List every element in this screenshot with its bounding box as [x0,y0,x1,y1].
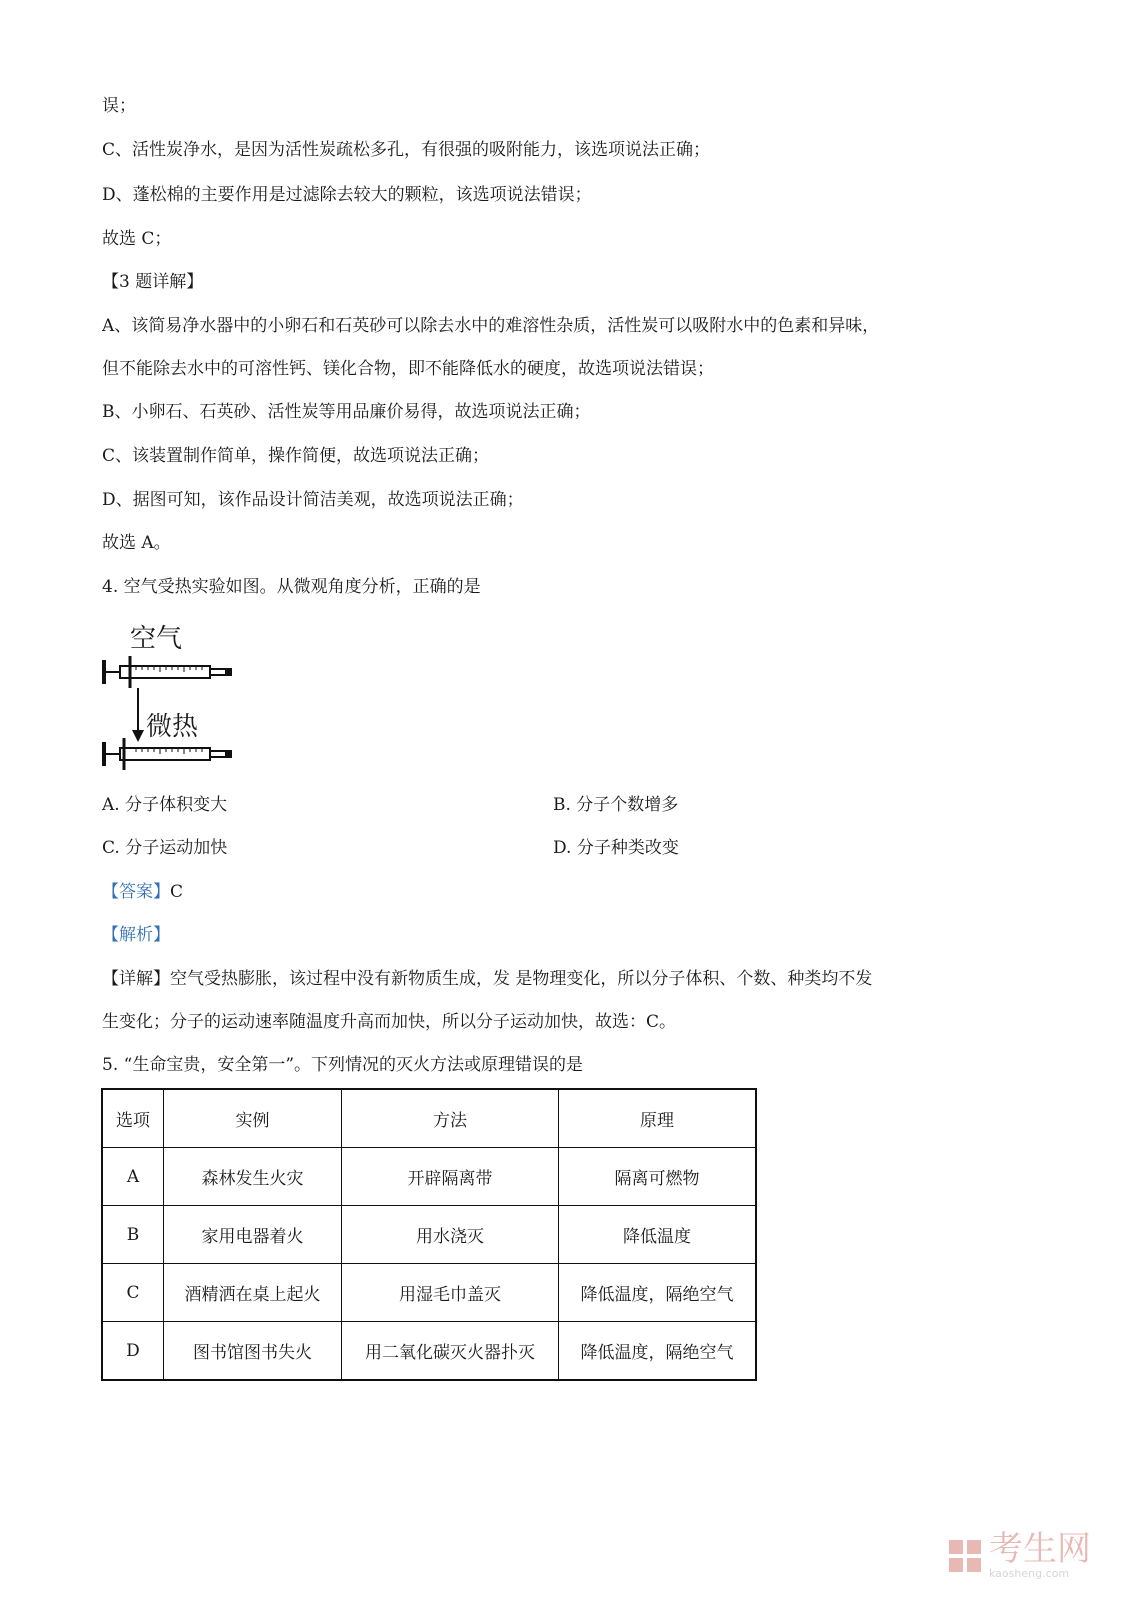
syringe-diagram [100,618,240,778]
table-cell: C [102,1264,164,1322]
table-cell: 隔离可燃物 [559,1148,757,1206]
fire-table [101,1088,757,1381]
question-4: 4. 空气受热实验如图。从微观角度分析，正确的是 [102,577,481,597]
table-row [102,1206,756,1264]
table-cell: 用二氧化碳灭火器扑灭 [342,1322,559,1381]
table-row [102,1322,756,1381]
watermark-text: 考生网 [989,1529,1091,1569]
option-b: B. 分子个数增多 [553,795,679,815]
table-cell: 森林发生火灾 [164,1148,342,1206]
option-d: D. 分子种类改变 [553,838,679,858]
answer-value: C [170,882,184,902]
answer-line [102,880,183,904]
watermark-logo-icon [947,1538,983,1574]
detail-tag: 【详解】 [102,969,170,989]
table-header-cell: 实例 [164,1089,342,1148]
table-header-cell: 原理 [559,1089,757,1148]
text-line: D、蓬松棉的主要作用是过滤除去较大的颗粒，该选项说法错误； [102,185,592,205]
table-header-cell: 选项 [102,1089,164,1148]
table-cell: 图书馆图书失火 [164,1322,342,1381]
table-cell: 降低温度，隔绝空气 [559,1264,757,1322]
detail-line-2: 生变化；分子的运动速率随温度升高而加快，所以分子运动加快，故选：C。 [102,1012,677,1032]
watermark [947,1531,1091,1580]
table-cell: 酒精洒在桌上起火 [164,1264,342,1322]
text-line: 故选 A。 [102,533,171,553]
text-line: 故选 C； [102,229,172,249]
detail-line-1 [102,967,872,991]
table-cell: 开辟隔离带 [342,1148,559,1206]
text-line: D、据图可知，该作品设计简洁美观，故选项说法正确； [102,490,524,510]
text-line: B、小卵石、石英砂、活性炭等用品廉价易得，故选项说法正确； [102,402,591,422]
analysis-tag: 【解析】 [102,925,170,945]
table-row [102,1264,756,1322]
figure-label-heat: 微热 [146,712,199,742]
table-cell: 降低温度 [559,1206,757,1264]
table-cell: 家用电器着火 [164,1206,342,1264]
option-a: A. 分子体积变大 [102,795,228,815]
text-line: 但不能除去水中的可溶性钙、镁化合物，即不能降低水的硬度，故选项说法错误； [102,359,714,379]
text-line: C、活性炭净水，是因为活性炭疏松多孔，有很强的吸附能力，该选项说法正确； [102,140,711,160]
figure-label-air: 空气 [130,624,183,654]
text-line: C、该装置制作简单，操作简便，故选项说法正确； [102,446,490,466]
table-header-cell: 方法 [342,1089,559,1148]
answer-tag: 【答案】 [102,882,170,902]
watermark-sub: kaosheng.com [989,1567,1070,1580]
table-cell: A [102,1148,164,1206]
table-row [102,1148,756,1206]
option-c: C. 分子运动加快 [102,838,228,858]
question-5: 5. “生命宝贵，安全第一”。下列情况的灭火方法或原理错误的是 [102,1055,584,1075]
text-line: 误； [102,96,136,116]
table-cell: 降低温度，隔绝空气 [559,1322,757,1381]
table-cell: 用湿毛巾盖灭 [342,1264,559,1322]
table-cell: 用水浇灭 [342,1206,559,1264]
text-line: A、该简易净水器中的小卵石和石英砂可以除去水中的难溶性杂质，活性炭可以吸附水中的色素和异味， [102,316,880,336]
table-cell: D [102,1322,164,1381]
table-header-row [102,1089,756,1148]
table-cell: B [102,1206,164,1264]
sub-heading: 【3 题详解】 [102,272,204,292]
detail-text: 空气受热膨胀，该过程中没有新物质生成，发 是物理变化，所以分子体积、个数、种类均不发 [170,969,873,989]
